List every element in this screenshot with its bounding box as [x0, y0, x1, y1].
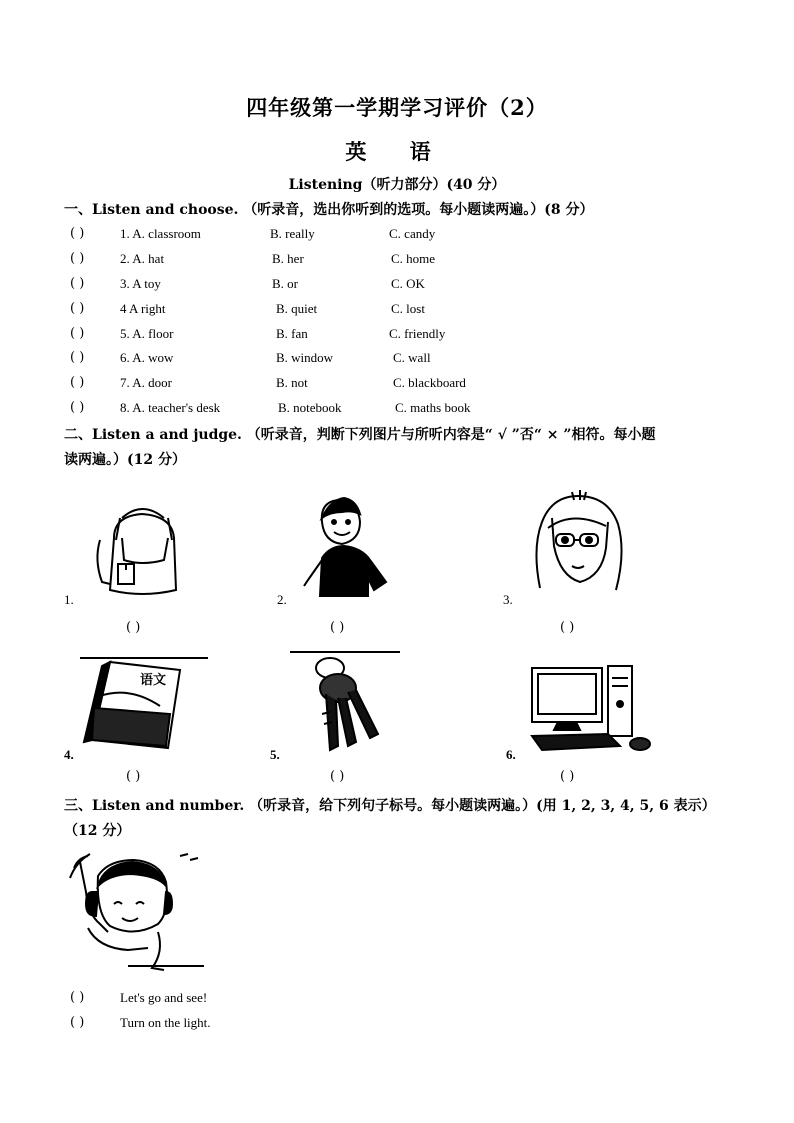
- answer-blank-5[interactable]: ( ): [330, 769, 345, 784]
- section2-heading-line2: 读两遍。）(12 分）: [64, 452, 186, 468]
- girl-icon: [528, 488, 628, 600]
- section3-heading-line2: （12 分）: [64, 823, 131, 839]
- choice-item-2-b: B. her: [272, 251, 304, 266]
- backpack-icon: [92, 500, 192, 600]
- girl-listening-icon: [68, 852, 204, 976]
- answer-blank-4[interactable]: ( ): [126, 769, 141, 784]
- section1-heading: 一、Listen and choose. （听录音，选出你听到的选项。每小题读两遍。）(8 分）: [64, 202, 594, 218]
- choice-item-5-b: B. fan: [276, 326, 308, 341]
- picture-label-5: 5.: [270, 747, 280, 762]
- boy-icon: [300, 494, 400, 600]
- choice-item-7-a: 7. A. door: [120, 375, 172, 390]
- picture-label-3: 3.: [503, 592, 513, 607]
- choice-item-3-b: B. or: [272, 276, 298, 291]
- choice-blank-3[interactable]: ( ): [70, 276, 85, 291]
- choice-item-5-a: 5. A. floor: [120, 326, 174, 341]
- picture-label-4: 4.: [64, 747, 74, 762]
- sentence-1: Let's go and see!: [120, 990, 208, 1005]
- choice-item-1-c: C. candy: [389, 226, 436, 241]
- choice-item-4-a: 4 A right: [120, 301, 166, 316]
- choice-blank-7[interactable]: ( ): [70, 375, 85, 390]
- choice-item-8-c: C. maths book: [395, 400, 471, 415]
- choice-item-3-c: C. OK: [391, 276, 425, 291]
- book-icon: [80, 656, 210, 752]
- listening-heading: Listening（听力部分）(40 分）: [288, 177, 506, 193]
- choice-blank-6[interactable]: ( ): [70, 350, 85, 365]
- choice-item-6-b: B. window: [276, 350, 334, 365]
- sentence-2: Turn on the light.: [120, 1015, 211, 1030]
- choice-blank-5[interactable]: ( ): [70, 326, 85, 341]
- choice-item-4-c: C. lost: [391, 301, 425, 316]
- picture-label-6: 6.: [506, 747, 516, 762]
- subject-title: 英 语: [345, 139, 449, 164]
- page-title: 四年级第一学期学习评价（2）: [246, 95, 548, 120]
- choice-item-5-c: C. friendly: [389, 326, 446, 341]
- section2-heading-line1: 二、Listen a and judge. （听录音，判断下列图片与所听内容是“ √ ”否“ × ”相符。每小题: [64, 427, 656, 443]
- picture-label-2: 2.: [277, 592, 287, 607]
- choice-item-2-c: C. home: [391, 251, 436, 266]
- choice-blank-1[interactable]: ( ): [70, 226, 85, 241]
- computer-icon: [528, 664, 658, 754]
- picture-label-1: 1.: [64, 592, 74, 607]
- choice-item-7-b: B. not: [276, 375, 308, 390]
- answer-blank-3[interactable]: ( ): [560, 620, 575, 635]
- choice-item-8-b: B. notebook: [278, 400, 342, 415]
- choice-item-1-a: 1. A. classroom: [120, 226, 201, 241]
- choice-blank-8[interactable]: ( ): [70, 400, 85, 415]
- answer-blank-1[interactable]: ( ): [126, 620, 141, 635]
- choice-blank-4[interactable]: ( ): [70, 301, 85, 316]
- choice-item-6-c: C. wall: [393, 350, 431, 365]
- choice-item-3-a: 3. A toy: [120, 276, 161, 291]
- choice-item-6-a: 6. A. wow: [120, 350, 174, 365]
- sentence-blank-2[interactable]: ( ): [70, 1015, 85, 1030]
- answer-blank-2[interactable]: ( ): [330, 620, 345, 635]
- choice-item-2-a: 2. A. hat: [120, 251, 165, 266]
- sentence-blank-1[interactable]: ( ): [70, 990, 85, 1005]
- choice-blank-2[interactable]: ( ): [70, 251, 85, 266]
- book-title-text: 语文: [140, 673, 167, 688]
- choice-item-1-b: B. really: [270, 226, 315, 241]
- keys-icon: [290, 650, 400, 754]
- choice-item-7-c: C. blackboard: [393, 375, 466, 390]
- answer-blank-6[interactable]: ( ): [560, 769, 575, 784]
- section3-heading-line1: 三、Listen and number. （听录音，给下列句子标号。每小题读两遍。）(用 1, 2, 3, 4, 5, 6 表示）: [64, 798, 716, 814]
- choice-item-8-a: 8. A. teacher's desk: [120, 400, 221, 415]
- choice-item-4-b: B. quiet: [276, 301, 318, 316]
